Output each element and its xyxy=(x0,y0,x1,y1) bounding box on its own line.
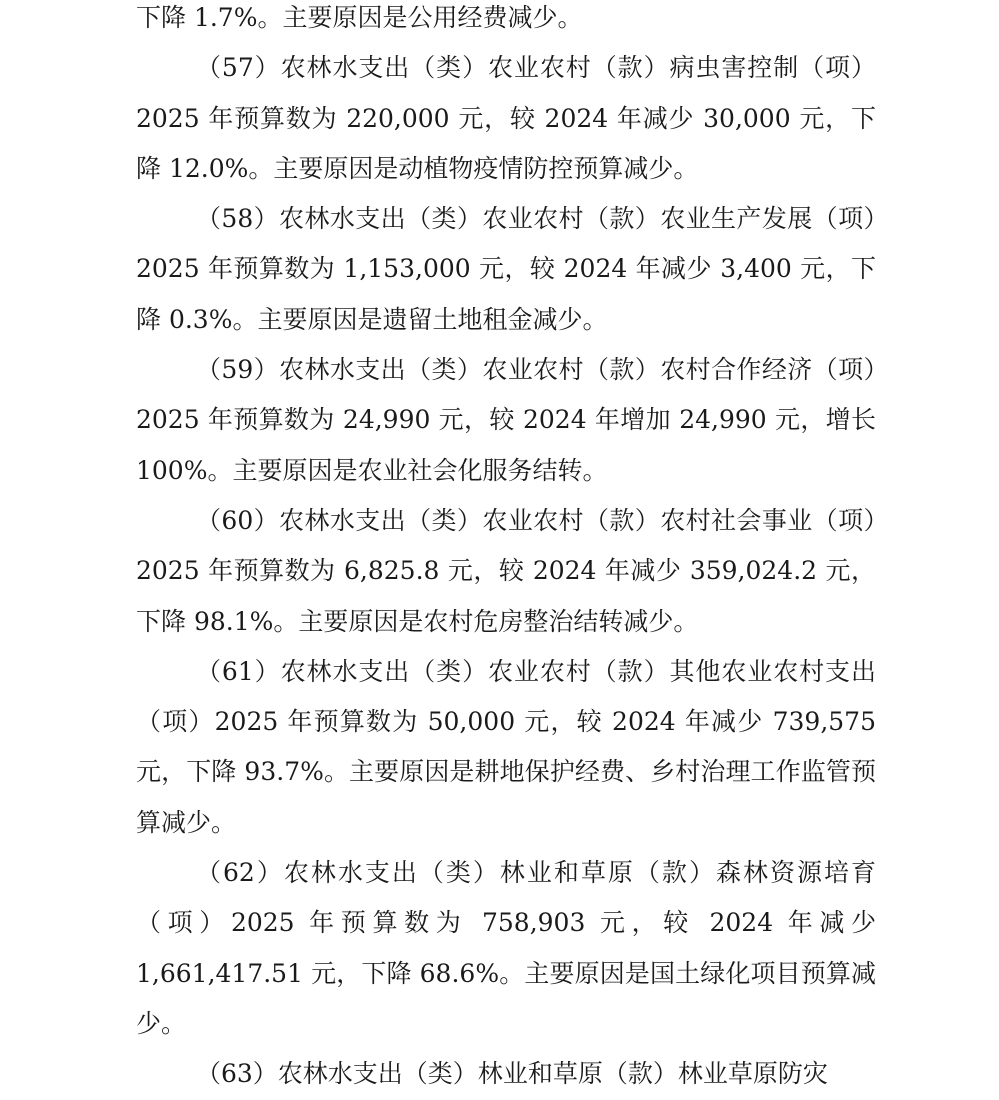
paragraph-item-63: （63）农林水支出（类）林业和草原（款）林业草原防灾 xyxy=(196,1059,828,1089)
paragraph-item-59: （59）农林水支出（类）农业农村（款）农村合作经济（项）2025 年预算数为 24,990 元，较 2024 年增加 24,990 元，增长 100%。主要原因是农业社会化服务结转。 xyxy=(136,355,876,485)
paragraph-item-58: （58）农林水支出（类）农业农村（款）农业生产发展（项）2025 年预算数为 1,153,000 元，较 2024 年减少 3,400 元，下降 0.3%。主要原因是遗留土地租金减少。 xyxy=(136,204,876,334)
paragraph-continuation: 下降 1.7%。主要原因是公用经费减少。 xyxy=(136,3,583,32)
paragraph-item-61: （61）农林水支出（类）农业农村（款）其他农业农村支出（项）2025 年预算数为 50,000 元，较 2024 年减少 739,575 元，下降 93.7%。主要原因是耕地保护经费、乡村治理工作监管预算减少。 xyxy=(136,656,876,837)
document-page xyxy=(136,0,876,1100)
paragraph-item-62: （62）农林水支出（类）林业和草原（款）森林资源培育（项）2025 年预算数为 758,903 元，较 2024 年减少 1,661,417.51 元，下降 68.6%。主要原因是国土绿化项目预算减少。 xyxy=(136,858,876,1038)
paragraph-item-60: （60）农林水支出（类）农业农村（款）农村社会事业（项）2025 年预算数为 6,825.8 元，较 2024 年减少 359,024.2 元，下降 98.1%。主要原因是农村危房整治结转减少。 xyxy=(136,505,876,636)
paragraph-item-57: （57）农林水支出（类）农业农村（款）病虫害控制（项）2025 年预算数为 220,000 元，较 2024 年减少 30,000 元，下降 12.0%。主要原因是动植物疫情防控预算减少。 xyxy=(136,53,876,183)
